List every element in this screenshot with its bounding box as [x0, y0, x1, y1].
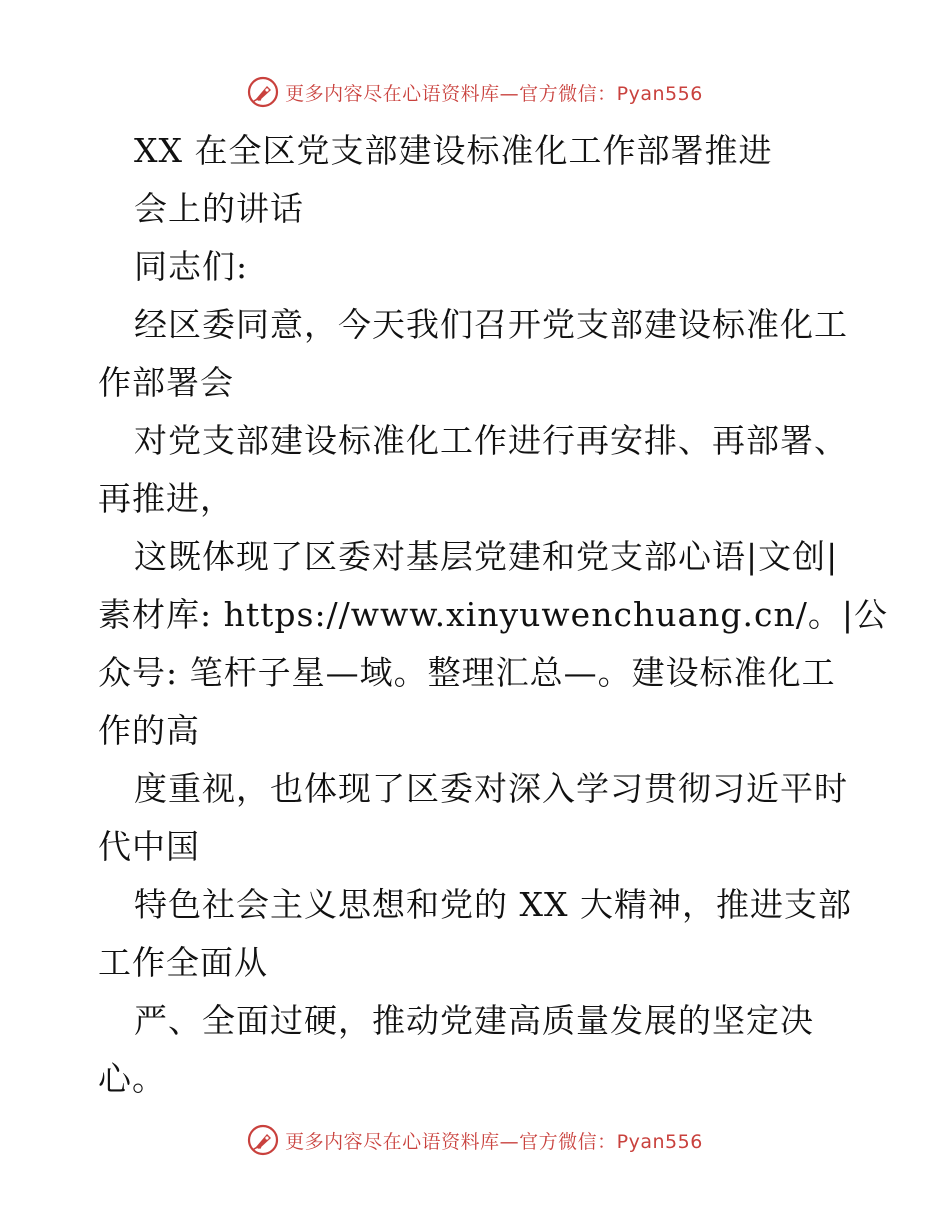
paragraph-line: 素材库: https://www.xinyuwenchuang.cn/。|公	[98, 595, 888, 634]
paragraph-line: 严、全面过硬，推动党建高质量发展的坚定决	[134, 1001, 814, 1040]
paragraph-line: 代中国	[98, 827, 200, 866]
pen-nib-logo-icon	[247, 76, 279, 108]
paragraph-line: 众号: 笔杆子星—域。整理汇总—。建设标准化工	[98, 653, 836, 692]
paragraph-line: 工作全面从	[98, 943, 268, 982]
salutation: 同志们:	[134, 247, 249, 286]
paragraph-line: 作部署会	[98, 363, 234, 402]
paragraph-line: 心。	[98, 1059, 166, 1098]
paragraph-line: 度重视，也体现了区委对深入学习贯彻习近平时	[134, 769, 848, 808]
paragraph-line: 这既体现了区委对基层党建和党支部心语|文创|	[134, 537, 839, 576]
doc-title-line-1: XX 在全区党支部建设标准化工作部署推进	[134, 131, 773, 170]
header-banner	[0, 72, 950, 112]
paragraph-line: 作的高	[98, 711, 200, 750]
pen-nib-logo-icon	[247, 1124, 279, 1156]
paragraph-line: 对党支部建设标准化工作进行再安排、再部署、	[134, 421, 848, 460]
document-body	[98, 122, 888, 1108]
footer-banner-text: 更多内容尽在心语资料库—官方微信：Pyan556	[285, 1130, 703, 1153]
doc-title-line-2: 会上的讲话	[134, 189, 304, 228]
footer-banner	[0, 1120, 950, 1160]
header-banner-text: 更多内容尽在心语资料库—官方微信：Pyan556	[285, 82, 703, 105]
paragraph-line: 再推进，	[98, 479, 234, 518]
paragraph-line: 特色社会主义思想和党的 XX 大精神，推进支部	[134, 885, 852, 924]
paragraph-line: 经区委同意，今天我们召开党支部建设标准化工	[134, 305, 848, 344]
